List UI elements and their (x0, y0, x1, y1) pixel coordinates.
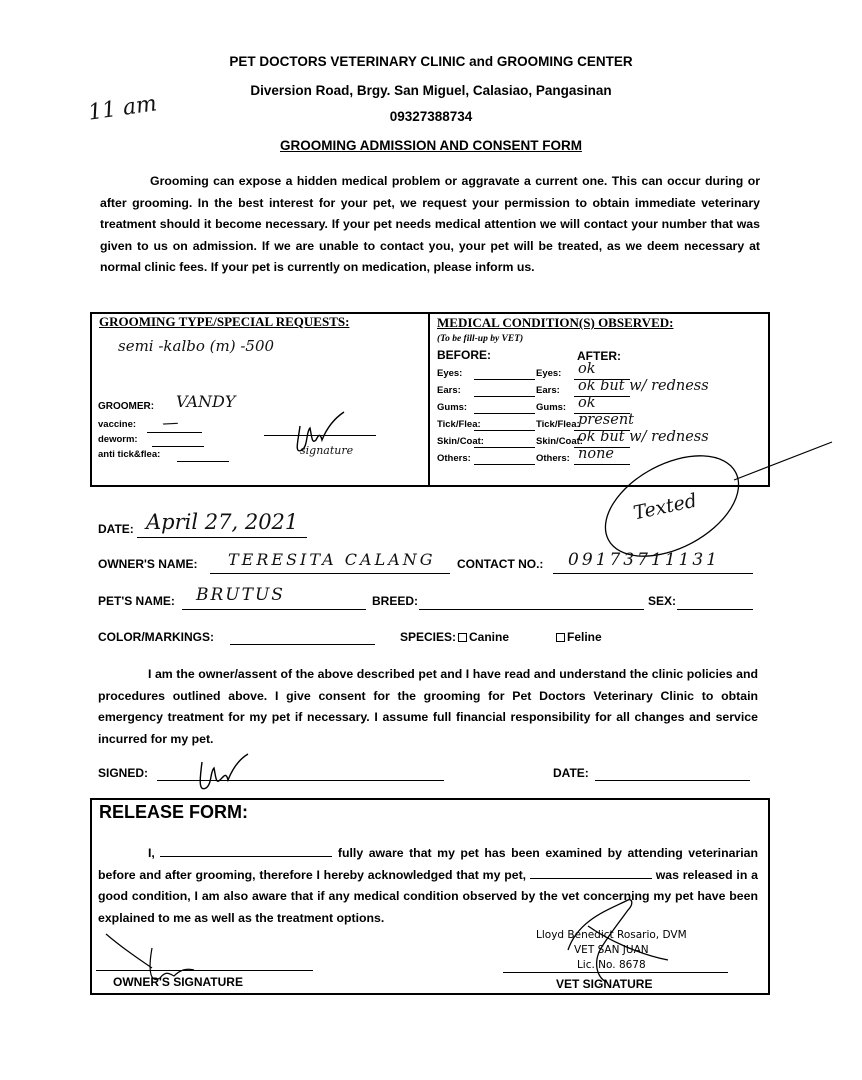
before-line (474, 413, 535, 414)
signed-date-line (595, 780, 750, 781)
after-value: ok but w/ redness (578, 429, 709, 445)
species-feline: Feline (556, 630, 602, 644)
date-label: DATE: (98, 522, 134, 536)
after-value: ok (578, 395, 596, 411)
pet-name-value: BRUTUS (196, 585, 285, 605)
before-label-row: Tick/Flea: (437, 419, 481, 430)
color-label: COLOR/MARKINGS: (98, 630, 214, 644)
signed-date-label: DATE: (553, 766, 589, 780)
contact-value: 09173711131 (568, 550, 720, 570)
groomer-label: GROOMER: (98, 401, 155, 412)
intro-paragraph: Grooming can expose a hidden medical problem or aggravate a current one. This can occur during or after grooming. In the best interest for your pet, we request your permission to obtain immediate veterinary treatment should it become necessary. If your pet needs medical attention we will contact your number that was given to us on admission. If we are unable to contact you, your pet will be treated, as we deem necessary at normal clinic fees. If your pet is currently on medication, please inform us. (100, 174, 760, 274)
species-label: SPECIES: (400, 630, 457, 644)
groomer-value: VANDY (176, 392, 236, 411)
release-pet-blank (530, 878, 652, 879)
after-value: ok but w/ redness (578, 378, 709, 394)
before-label: BEFORE: (437, 348, 491, 362)
vaccine-label: vaccine: (98, 419, 137, 430)
before-label-row: Skin/Coat: (437, 436, 484, 447)
after-label-row: Others: (536, 453, 570, 464)
before-label-row: Eyes: (437, 368, 463, 379)
release-heading: RELEASE FORM: (99, 802, 249, 822)
before-line (474, 396, 535, 397)
form-title: GROOMING ADMISSION AND CONSENT FORM (280, 138, 582, 153)
release-paragraph: I, fully aware that my pet has been examined by attending veterinarian before and after grooming, therefore I hereby acknowledged that my pet, was released in a good condition, I am also aware that if any medical condition observed by the vet concerning my pet have been explained to me as well as the treatment options. (98, 846, 759, 925)
breed-label: BREED: (372, 594, 419, 608)
before-line (474, 430, 535, 431)
before-line (474, 379, 535, 380)
after-label-row: Ears: (536, 385, 560, 396)
anti-tick-label: anti tick&flea: (98, 449, 161, 460)
time-note: 11 am (86, 91, 159, 126)
after-label-row: Skin/Coat: (536, 436, 583, 447)
date-line (137, 537, 307, 538)
vet-signature-label: VET SIGNATURE (556, 977, 653, 991)
before-label-row: Others: (437, 453, 471, 464)
clinic-name: PET DOCTORS VETERINARY CLINIC and GROOMING CENTER (229, 54, 633, 69)
vaccine-value: / (161, 416, 181, 431)
box-divider (428, 314, 430, 485)
clinic-address: Diversion Road, Brgy. San Miguel, Calasiao, Pangasinan (250, 83, 612, 98)
deworm-line (152, 446, 204, 447)
vet-stamp-license: Lic. No. 8678 (576, 959, 646, 971)
canine-checkbox (458, 633, 467, 642)
owner-label: OWNER'S NAME: (98, 557, 198, 571)
after-value: ok (578, 361, 596, 377)
grooming-heading: GROOMING TYPE/SPECIAL REQUESTS: (99, 314, 350, 329)
vet-stamp-name: Lloyd Benedict Rosario, DVM (536, 929, 687, 941)
anti-tick-line (177, 461, 229, 462)
sex-line (677, 609, 753, 610)
owner-signature-label: OWNER'S SIGNATURE (113, 975, 243, 989)
date-value: April 27, 2021 (146, 510, 299, 534)
medical-heading: MEDICAL CONDITION(S) OBSERVED: (437, 315, 674, 330)
before-line (474, 464, 535, 465)
deworm-label: deworm: (98, 434, 138, 445)
owner-value: TERESITA CALANG (228, 550, 436, 569)
after-label-row: Eyes: (536, 368, 562, 379)
after-value: present (578, 412, 634, 428)
breed-line (419, 609, 644, 610)
sex-label: SEX: (648, 594, 677, 608)
after-label: AFTER: (577, 349, 621, 363)
vet-signature-line (503, 972, 728, 973)
color-line (230, 644, 375, 645)
pet-name-label: PET'S NAME: (98, 594, 175, 608)
owner-line (210, 573, 450, 574)
vet-signature-icon (548, 890, 688, 990)
before-label-row: Ears: (437, 385, 461, 396)
owner-signature-icon (192, 752, 252, 800)
before-line (474, 447, 535, 448)
pet-name-line (182, 609, 366, 610)
clinic-phone: 09327388734 (389, 109, 473, 124)
signed-label: SIGNED: (98, 766, 149, 780)
species-canine: Canine (458, 630, 509, 644)
consent-paragraph: I am the owner/assent of the above described pet and I have read and understand the clinic policies and procedures outlined above. I give consent for the grooming for Pet Doctors Veterinary Clinic to obtain emergency treatment for my pet if necessary. I assume full financial responsibility for all changes and service incurred for my pet. (98, 667, 758, 746)
texted-note: Texted (631, 489, 699, 525)
vaccine-line (147, 432, 202, 433)
after-value: none (578, 446, 614, 462)
signature-caption: signature (300, 444, 354, 457)
grooming-request: semi -kalbo (m) -500 (118, 337, 275, 355)
contact-line (553, 573, 753, 574)
release-owner-blank (160, 856, 332, 857)
before-label-row: Gums: (437, 402, 468, 413)
after-label-row: Gums: (536, 402, 567, 413)
after-label-row: Tick/Flea: (536, 419, 580, 430)
feline-checkbox (556, 633, 565, 642)
vet-stamp-place: VET SAN JUAN (574, 944, 649, 956)
medical-note: (To be fill-up by VET) (437, 334, 524, 344)
contact-label: CONTACT NO.: (457, 557, 544, 571)
